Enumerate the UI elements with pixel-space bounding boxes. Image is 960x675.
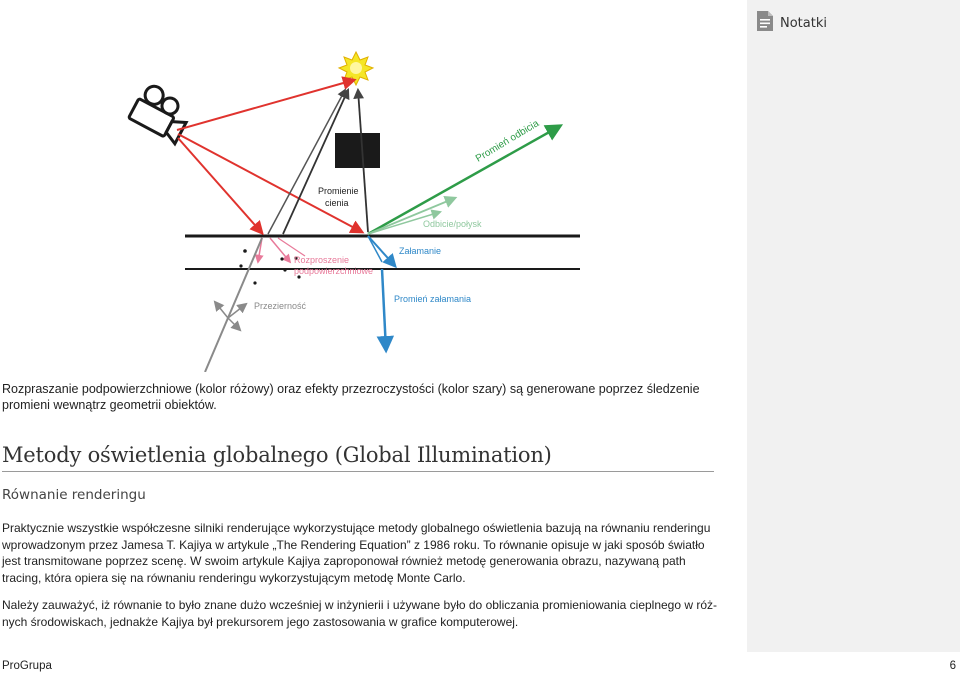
occluder-box (335, 133, 380, 168)
shadow-ray (268, 90, 345, 234)
label-reflection-ray: Promień odbicia (473, 118, 542, 165)
paragraph-2: Należy zauważyć, iż równanie to było znane dużo wcześniej w inżynierii i używane było do obliczania promieniowania cieplnego w różnych środowiskach, jednakże Kajiya był prekursorem jego zastosowania w grafice komputerowej. (2, 598, 718, 629)
subsurface-ray (270, 238, 290, 262)
label-refraction: Załamanie (399, 246, 442, 256)
page-number: 6 (949, 660, 956, 672)
footer-brand: ProGrupa (2, 660, 52, 672)
notes-label: Notatki (780, 15, 827, 31)
scatter-dots (239, 249, 300, 284)
transparency-ray (228, 318, 240, 330)
label-gloss: Odbicie/połysk (423, 219, 482, 229)
sun-icon (339, 52, 373, 85)
label-subsurface: Rozproszenie podpowierzchniowe (294, 255, 374, 276)
notes-header[interactable] (756, 10, 827, 36)
camera-ray (178, 138, 262, 233)
camera-ray (178, 134, 362, 232)
paragraph-1: Praktycznie wszystkie współczesne silniki renderujące wykorzystujące metody globalnego oświetlenia bazują na równaniu renderingu wprowadzonym przez Jamesa T. Kajiya w artykule „The Rendering Equation” z 1986 roku. To równanie opisuje w jaki sposób światło jest transmitowane poprzez scenę. W swoim artykule Kajiya zaproponował również metodę generowania obrazu, nazywaną path tracing, która opiera się na równaniu renderingu wykorzystującym metodę Monte Carlo. (2, 521, 711, 585)
camera-icon (128, 82, 195, 144)
document-icon (756, 10, 774, 36)
refracted-exit-ray (382, 269, 386, 350)
notes-sidebar (747, 0, 960, 652)
figure-caption: Rozpraszanie podpowierzchniowe (kolor różowy) oraz efekty przezroczystości (kolor szary) są generowane poprzez śledzenie promieni wewnątrz geometrii obiektów. (2, 382, 700, 412)
transparency-ray (215, 302, 228, 318)
label-refraction-ray: Promień załamania (394, 294, 472, 304)
section-title: Metody oświetlenia globalnego (Global Illumination) (2, 443, 714, 472)
section-subtitle: Równanie renderingu (2, 487, 146, 503)
reflection-ray (368, 126, 560, 234)
label-transparency: Przezierność (254, 301, 307, 311)
label-shadow-rays: Promienie cienia (318, 186, 359, 208)
ray-tracing-diagram (0, 0, 745, 372)
